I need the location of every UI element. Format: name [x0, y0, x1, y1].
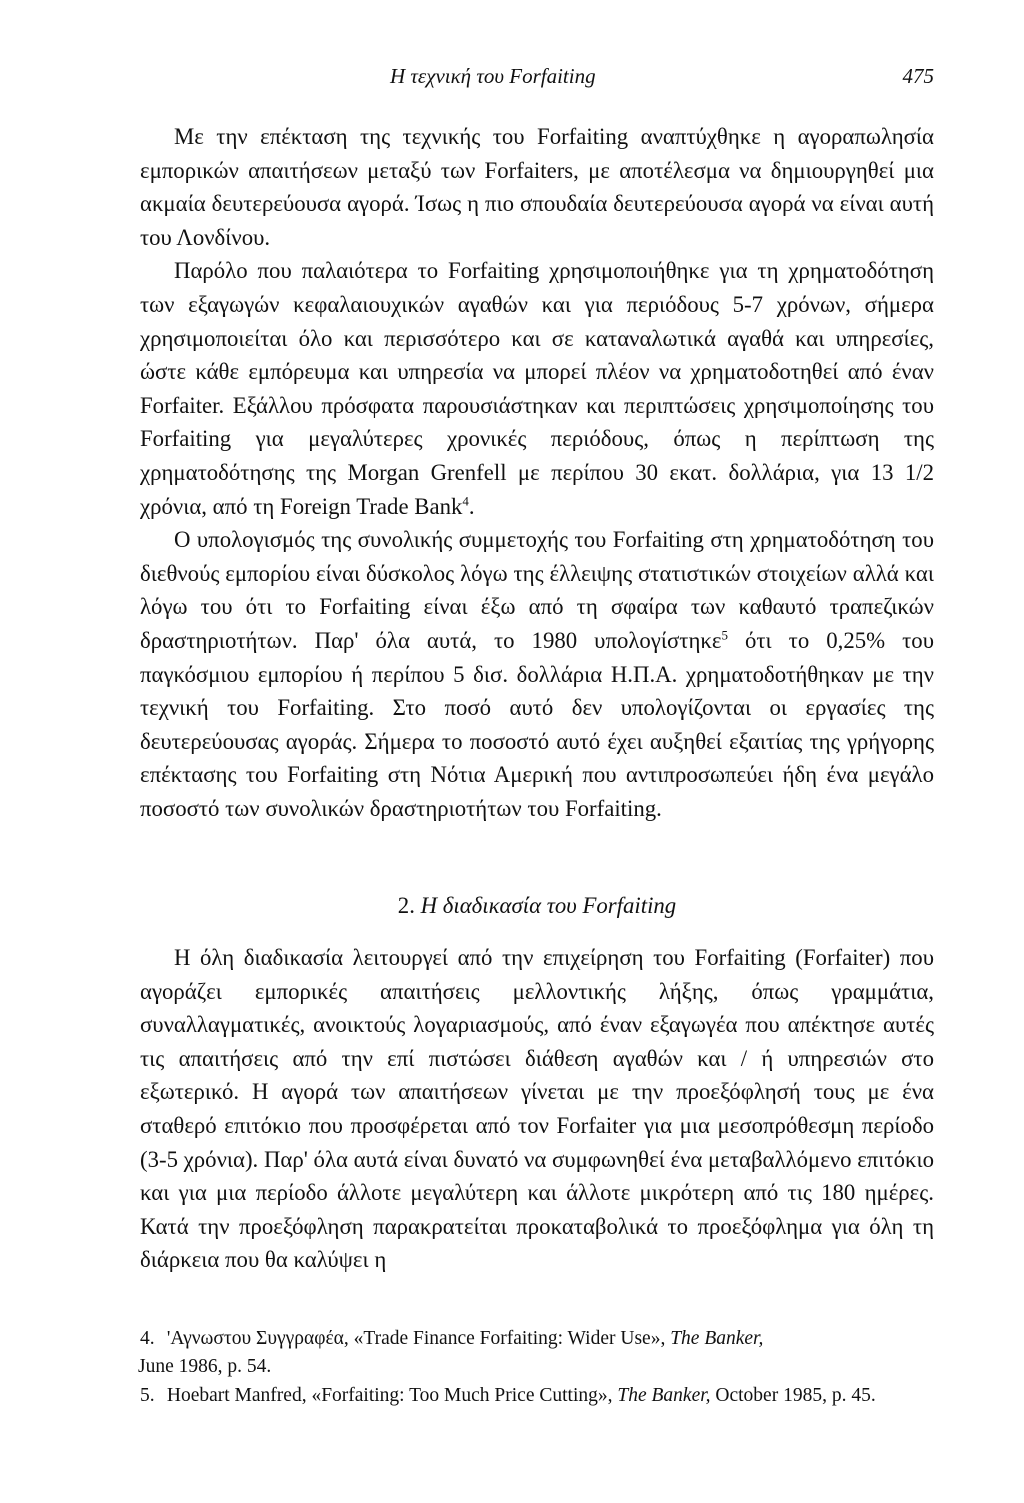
footnotes	[140, 1325, 934, 1412]
footnote-number: 5.	[140, 1385, 155, 1406]
footnote-tail: June 1986, p. 54.	[138, 1355, 272, 1377]
paragraph-3-text-b: ότι το 0,25% του παγκόσμιου εμπορίου ή περίπου 5 δισ. δολλάρια Η.Π.Α. χρηματοδοτήθηκαν με την τεχνική του Forfaiting. Στο ποσό αυτό δεν υπολογίζονται οι εργασίες της δευτερεύουσας αγοράς. Σήμερα το ποσοστό αυτό έχει αυξηθεί εξαιτίας της γρήγορης επέκτασης του Forfaiting στη Νότια Αμερική που αντιπροσωπεύει ήδη ένα μεγάλο ποσοστό των συνολικών δραστηριοτήτων του Forfaiting.	[140, 627, 934, 821]
running-title: Η τεχνική του Forfaiting	[390, 64, 596, 88]
footnote-tail: October 1985, p. 45.	[715, 1385, 876, 1406]
paragraph-1: Με την επέκταση της τεχνικής του Forfaiting αναπτύχθηκε η αγοραπωλησία εμπορικών απαιτήσεων μεταξύ των Forfaiters, με αποτέλεσμα να δημιουργηθεί μια ακμαία δευτερεύουσα αγορά. Ίσως η πιο σπουδαία δευτερεύουσα αγορά να είναι αυτή του Λονδίνου.	[140, 124, 934, 250]
paragraph-3-text-a: Ο υπολογισμός της συνολικής συμμετοχής του Forfaiting στη χρηματοδότηση του διεθνούς εμπορίου είναι δύσκολος λόγω της έλλειψης στατιστικών στοιχείων αλλά και λόγω του ότι το Forfaiting είναι έξω από τη σφαίρα των καθαυτό τραπεζικών δραστηριοτήτων. Παρ' όλα αυτά, το 1980 υπολογίστηκε	[140, 527, 934, 653]
paragraph-2	[140, 254, 934, 523]
paragraph-2-text: Παρόλο που παλαιότερα το Forfaiting χρησιμοποιήθηκε για τη χρηματοδότηση των εξαγωγών κεφαλαιουχικών αγαθών και για περιόδους 5-7 χρόνων, σήμερα χρησιμοποιείται όλο και περισσότερο και σε καταναλωτικά αγαθά και υπηρεσίες, ώστε κάθε εμπόρευμα και υπηρεσία να μπορεί πλέον να χρηματοδοτηθεί από έναν Forfaiter. Εξάλλου πρόσφατα παρουσιάστηκαν και περιπτώσεις χρησιμοποίησης του Forfaiting για μεγαλύτερες χρονικές περιόδους, όπως η περίπτωση της χρηματοδότησης της Morgan Grenfell με περίπου 30 εκατ. δολλάρια, για 13 1/2 χρόνια, από τη Foreign Trade Bank	[140, 258, 934, 519]
paragraph-2-end: .	[468, 493, 475, 519]
section-paragraph: Η όλη διαδικασία λειτουργεί από την επιχείρηση του Forfaiting (Forfaiter) που αγοράζει εμπορικές απαιτήσεις μελλοντικής λήξης, όπως γραμμάτια, συναλλαγματικές, ανοικτούς λογαριασμούς, από έναν εξαγωγέα που απέκτησε αυτές τις απαιτήσεις από την επί πιστώσει διάθεση αγαθών και / ή υπηρεσιών στο εξωτερικό. Η αγορά των απαιτήσεων γίνεται με την προεξόφλησή τους με ένα σταθερό επιτόκιο που προσφέρεται από τον Forfaiter για μια μεσοπρόθεσμη περίοδο (3-5 χρόνια). Παρ' όλα αυτά είναι δυνατό να συμφωνηθεί ένα μεταβαλλόμενο επιτόκιο και για μια περίοδο άλλοτε μεγαλύτερη και άλλοτε μικρότερη από τις 180 ημέρες. Κατά την προεξόφληση παρακρατείται προκαταβολικά το προεξόφλημα για όλη τη διάρκεια που θα καλύψει η	[140, 945, 934, 1273]
section-heading	[140, 893, 934, 919]
section-body	[140, 941, 934, 1277]
footnote-ref-5: 5	[721, 627, 728, 643]
footnote-text: Hoebart Manfred, «Forfaiting: Too Much Price Cutting»,	[166, 1385, 613, 1406]
footnote-source: The Banker,	[670, 1328, 764, 1349]
footnote-ref-4: 4	[462, 492, 469, 508]
section-number: 2.	[397, 893, 415, 918]
paragraph-3	[140, 523, 934, 825]
section-title: Η διαδικασία του Forfaiting	[420, 893, 677, 918]
footnote-5	[140, 1382, 934, 1410]
footnote-text: 'Αγνωστου Συγγραφέα, «Trade Finance Forfaiting: Wider Use»,	[166, 1328, 666, 1349]
footnote-number: 4.	[140, 1328, 155, 1349]
body-text	[140, 120, 934, 825]
page-number: 475	[902, 64, 934, 88]
footnote-source: The Banker,	[617, 1385, 711, 1406]
running-head	[140, 64, 934, 94]
footnote-4	[140, 1325, 934, 1380]
